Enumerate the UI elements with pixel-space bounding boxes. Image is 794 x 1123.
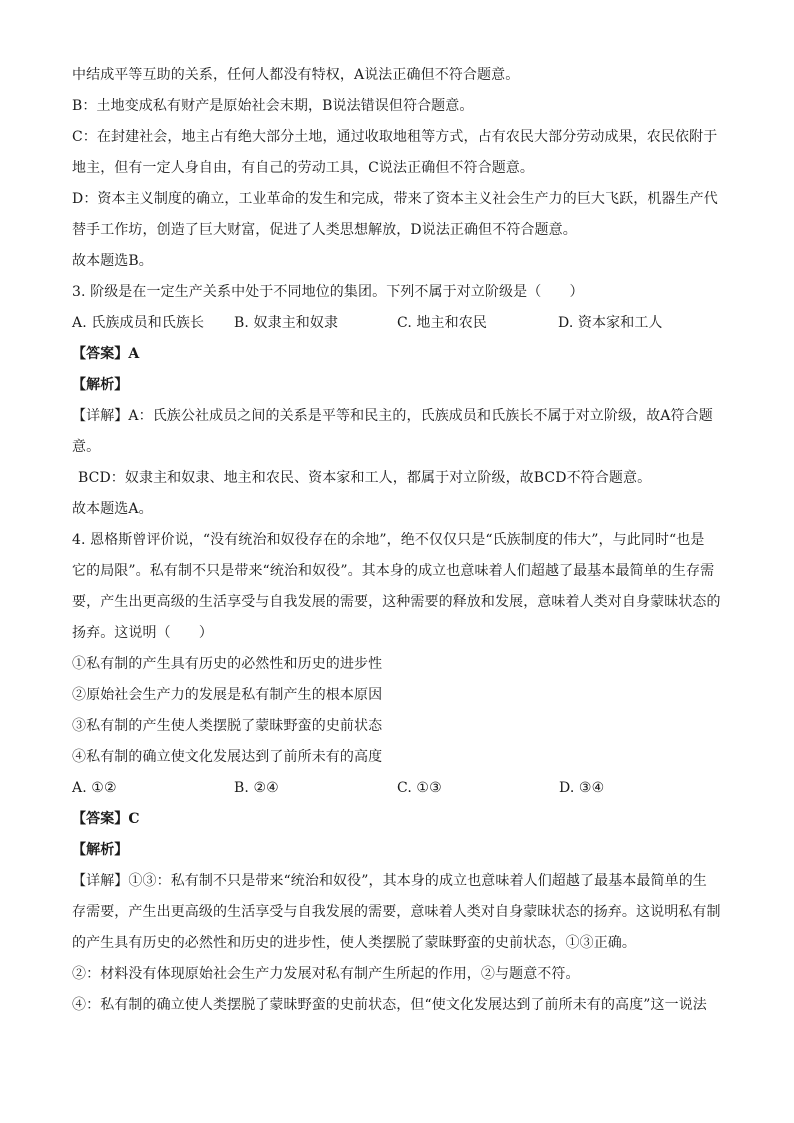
question-4-detail-line: ②：材料没有体现原始社会生产力发展对私有制产生所起的作用，②与题意不符。 — [72, 966, 580, 982]
statement-1: ①私有制的产生具有历史的必然性和历史的进步性 — [72, 656, 383, 672]
question-4-detail-line: 存需要，产生出更高级的生活享受与自我发展的需要，意味着人类对自身蒙昧状态的扬弃。这说明私有制 — [72, 904, 721, 920]
question-4-stem-line: 它的局限”。私有制不只是带来“统治和奴役”。其本身的成立也意味着人们超越了最基本最简单的生存需 — [72, 563, 715, 579]
question-3-analysis-heading: 【解析】 — [72, 377, 129, 393]
question-3-answer: 【答案】A — [72, 346, 140, 362]
question-4-detail-line: 【详解】①③：私有制不只是带来“统治和奴役”，其本身的成立也意味着人们超越了最基本最简单的生 — [72, 873, 707, 889]
option-d: D. ③④ — [559, 780, 605, 796]
question-3-options — [72, 308, 722, 339]
question-3-conclusion: 故本题选A。 — [72, 501, 153, 517]
answer-text-line: 地主，但有一定人身自由，有自己的劳动工具，C说法正确但不符合题意。 — [72, 160, 535, 176]
option-c: C. 地主和农民 — [397, 315, 487, 331]
answer-text-line: B：土地变成私有财产是原始社会末期，B说法错误但符合题意。 — [72, 98, 474, 114]
question-4-options — [72, 773, 722, 804]
answer-text-line: C：在封建社会，地主占有绝大部分土地，通过收取地租等方式，占有农民大部分劳动成果，农民依附于 — [72, 129, 718, 145]
question-3-detail-line: 【详解】A：氏族公社成员之间的关系是平等和民主的，氏族成员和氏族长不属于对立阶级，故A符合题 — [72, 408, 713, 424]
question-4-stem-line: 要，产生出更高级的生活享受与自我发展的需要，这种需要的释放和发展，意味着人类对自身蒙昧状态的 — [72, 594, 721, 610]
question-3-stem: 3. 阶级是在一定生产关系中处于不同地位的集团。下列不属于对立阶级是（ ） — [72, 284, 584, 300]
conclusion-line: 故本题选B。 — [72, 253, 153, 269]
question-3-detail-line: BCD：奴隶主和奴隶、地主和农民、资本家和工人，都属于对立阶级，故BCD不符合题意。 — [78, 470, 652, 486]
statement-3: ③私有制的产生使人类摆脱了蒙昧野蛮的史前状态 — [72, 718, 383, 734]
question-4-detail-line: ④：私有制的确立使人类摆脱了蒙昧野蛮的史前状态，但“使文化发展达到了前所未有的高度”这一说法 — [72, 997, 707, 1013]
question-4-analysis-heading: 【解析】 — [72, 842, 129, 858]
question-4-detail-line: 的产生具有历史的必然性和历史的进步性，使人类摆脱了蒙昧野蛮的史前状态，①③正确。 — [72, 935, 636, 951]
answer-text-line: 中结成平等互助的关系，任何人都没有特权，A说法正确但不符合题意。 — [72, 67, 520, 83]
document-page — [72, 60, 722, 1021]
option-c: C. ①③ — [397, 780, 442, 796]
option-a: A. ①② — [72, 780, 117, 796]
option-d: D. 资本家和工人 — [558, 315, 663, 331]
option-b: B. 奴隶主和奴隶 — [234, 315, 339, 331]
answer-text-line: 替手工作坊，创造了巨大财富，促进了人类思想解放，D说法正确但不符合题意。 — [72, 222, 577, 238]
statement-4: ④私有制的确立使文化发展达到了前所未有的高度 — [72, 749, 383, 765]
statement-2: ②原始社会生产力的发展是私有制产生的根本原因 — [72, 687, 383, 703]
option-b: B. ②④ — [234, 780, 279, 796]
question-4-stem-line: 4. 恩格斯曾评价说，“没有统治和奴役存在的余地”，绝不仅仅只是“氏族制度的伟大”，与此同时“也是 — [72, 532, 705, 548]
question-4-stem-line: 扬弃。这说明（ ） — [72, 625, 213, 641]
option-a: A. 氏族成员和氏族长 — [72, 315, 205, 331]
question-3-detail-line: 意。 — [72, 439, 101, 455]
answer-text-line: D：资本主义制度的确立，工业革命的发生和完成，带来了资本主义社会生产力的巨大飞跃，机器生产代 — [72, 191, 718, 207]
question-4-answer: 【答案】C — [72, 811, 140, 827]
